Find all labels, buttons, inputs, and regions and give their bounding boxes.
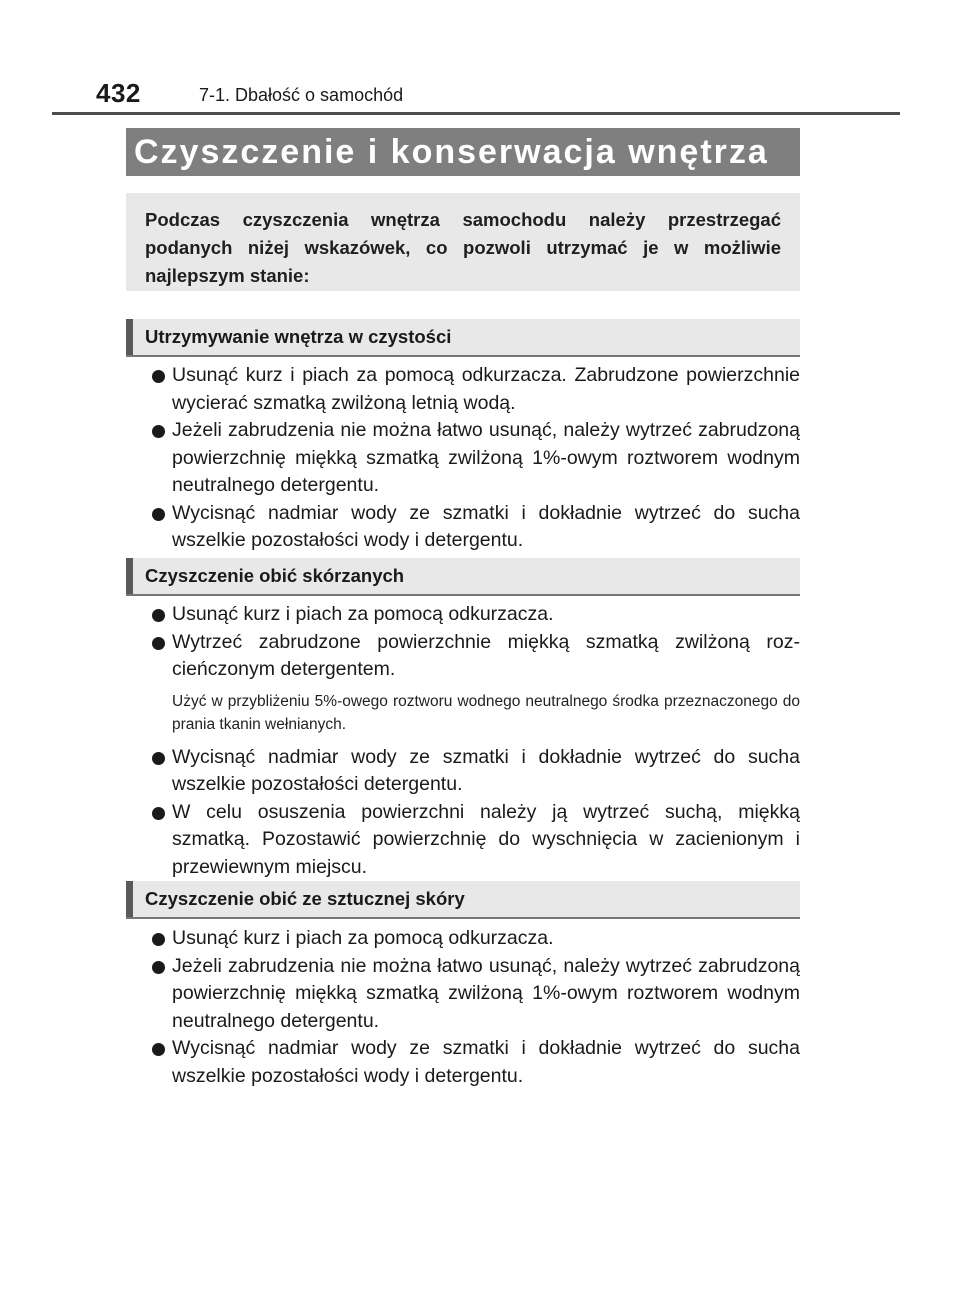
- list-item-text: Jeżeli zabrudzenia nie można łatwo usunąć, należy wytrzeć zabrudzoną powierzchnię miękką szmatką zwilżoną 1%-owym roztworem wodnym neutralnego detergentu.: [172, 954, 800, 1032]
- bullet-icon: [152, 807, 165, 820]
- bullet-icon: [152, 752, 165, 765]
- bullet-list-leather: [153, 601, 800, 881]
- list-item: [153, 953, 800, 1036]
- list-item: [153, 362, 800, 417]
- subheading-text: Utrzymywanie wnętrza w czystości: [145, 326, 452, 347]
- bullet-icon: [152, 370, 165, 383]
- subheading-leather: [126, 558, 800, 596]
- bullet-icon: [152, 508, 165, 521]
- bullet-icon: [152, 425, 165, 438]
- subheading-synthetic-leather: [126, 881, 800, 919]
- list-item: [153, 744, 800, 799]
- bullet-list-interior: [153, 362, 800, 555]
- list-item: [153, 799, 800, 882]
- header-divider: [52, 112, 900, 115]
- bullet-icon: [152, 933, 165, 946]
- page-number: 432: [96, 78, 141, 108]
- page-header: [0, 0, 960, 116]
- list-item: [153, 1035, 800, 1090]
- intro-box: [126, 193, 800, 291]
- list-item-text: W celu osuszenia powierzchni należy ją wytrzeć suchą, miękką szmatką. Pozostawić powierzchnię do wyschnięcia w zacienionym i przewiewnym miejscu.: [172, 800, 800, 878]
- list-item-text: Usunąć kurz i piach za pomocą odkurzacza. Zabrudzone powierzchnie wycierać szmatką zwilżoną letnią wodą.: [172, 364, 800, 414]
- list-item-text: Wycisnąć nadmiar wody ze szmatki i dokładnie wytrzeć do sucha wszelkie pozostałości wody i detergentu.: [172, 1037, 800, 1087]
- subheading-text: Czyszczenie obić skórzanych: [145, 565, 405, 586]
- bullet-icon: [152, 961, 165, 974]
- list-item-text: Usunąć kurz i piach za pomocą odkurzacza.: [172, 927, 554, 949]
- list-item: [153, 500, 800, 555]
- list-item-text: Wytrzeć zabrudzone powierzchnie miękką szmatką zwilżoną rozcieńczonym detergentem.: [172, 630, 800, 680]
- section-label: 7-1. Dbałość o samochód: [199, 85, 404, 105]
- list-item: [153, 601, 800, 629]
- list-item-text: Wycisnąć nadmiar wody ze szmatki i dokładnie wytrzeć do sucha wszelkie pozostałości detergentu.: [172, 745, 800, 795]
- subheading-interior-cleaning: [126, 319, 800, 357]
- list-item: [153, 417, 800, 500]
- list-item: [153, 925, 800, 953]
- bullet-icon: [152, 1043, 165, 1056]
- title-banner: [126, 128, 800, 176]
- list-item-text: Jeżeli zabrudzenia nie można łatwo usunąć, należy wytrzeć zabrudzoną powierzchnię miękką szmatką zwilżoną 1%-owym roztworem wodnym neutralnego detergentu.: [172, 419, 800, 496]
- subheading-text: Czyszczenie obić ze sztucznej skóry: [145, 888, 465, 909]
- bullet-icon: [152, 609, 165, 622]
- list-item-text: Wycisnąć nadmiar wody ze szmatki i dokładnie wytrzeć do sucha wszelkie pozostałości wody i detergentu.: [172, 501, 800, 551]
- note-text: Użyć w przybliżeniu 5%-owego roztworu wodnego neutralnego środka przeznaczonego do prania tkanin wełnianych.: [172, 692, 800, 733]
- list-item: [153, 629, 800, 684]
- bullet-list-synthetic-leather: [153, 925, 800, 1090]
- list-item-text: Usunąć kurz i piach za pomocą odkurzacza.: [172, 603, 554, 625]
- page-title: Czyszczenie i konserwacja wnętrza: [134, 133, 769, 171]
- bullet-icon: [152, 637, 165, 650]
- intro-text: Podczas czyszczenia wnętrza samochodu należy przestrzegać podanych niżej wskazówek, co pozwoli utrzymać je w możliwie najlepszym stanie:: [145, 209, 781, 286]
